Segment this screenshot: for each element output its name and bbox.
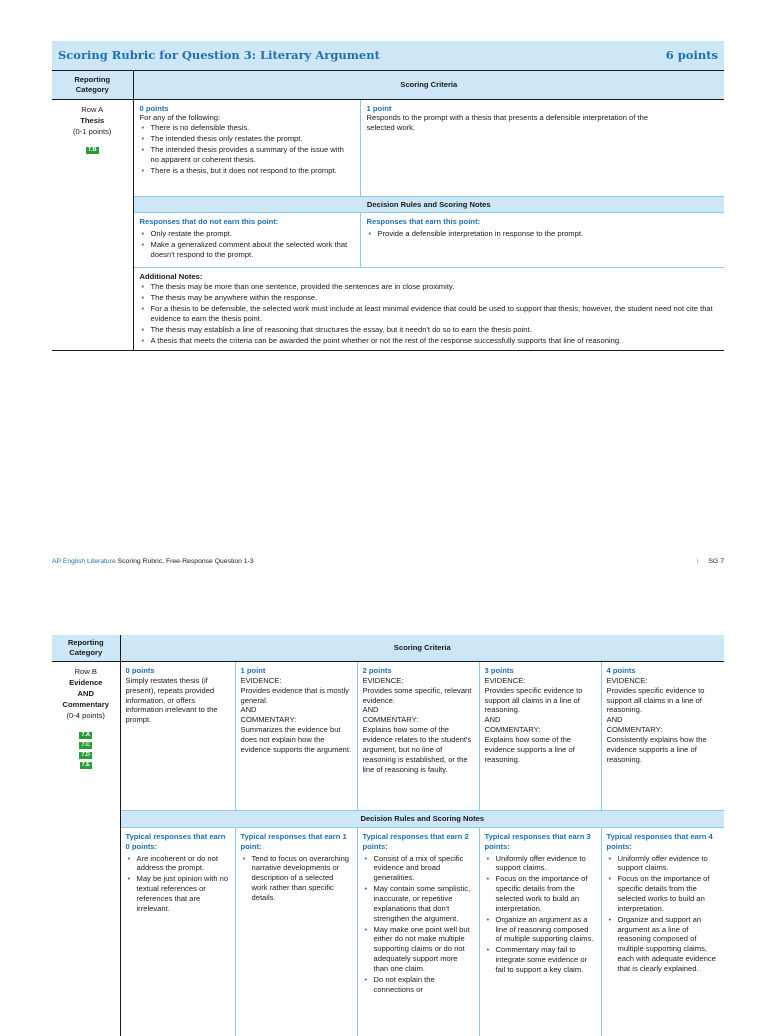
score-col-2 xyxy=(357,662,479,811)
list-item: • Commentary may fail to integrate some evidence or fail to support a key claim. xyxy=(485,945,596,975)
score-head: 2 points xyxy=(362,666,392,675)
zero-points-intro: For any of the following: xyxy=(139,113,221,123)
score-head: 0 points xyxy=(125,666,155,675)
score-col-4 xyxy=(601,662,724,811)
typical-list xyxy=(241,854,352,903)
list-item: • Are incoherent or do not address the prompt. xyxy=(126,854,230,874)
score-text: AND xyxy=(362,705,379,715)
score-text: Provides evidence that is mostly general. xyxy=(240,685,349,705)
list-item: • Focus on the importance of specific details from the selected works to build an interpretation. xyxy=(607,874,720,913)
row-name: Thesis xyxy=(80,115,105,125)
typical-head: Typical responses that earn 2 points: xyxy=(362,831,469,851)
score-col-3 xyxy=(479,662,601,811)
typical-list xyxy=(363,854,474,995)
score-text: AND xyxy=(484,715,501,725)
list-item: • The intended thesis provides a summary of the issue with no apparent or coherent thesis. xyxy=(140,145,354,165)
typical-head: Typical responses that earn 4 points: xyxy=(606,831,713,851)
list-item: • The thesis may be anywhere within the response. xyxy=(140,293,719,303)
row-range: (0-1 points) xyxy=(73,126,112,136)
row-label: Row A xyxy=(81,104,104,114)
scoring-criteria-header: Scoring Criteria xyxy=(120,635,724,662)
footer-doc-title: Scoring Rubric, Free-Response Question 1-3 xyxy=(117,558,254,565)
list-item: • The intended thesis only restates the prompt. xyxy=(140,134,354,144)
earn-head: Responses that earn this point: xyxy=(366,217,480,227)
score-text: COMMENTARY: xyxy=(362,715,419,725)
typical-col-0 xyxy=(120,827,235,1036)
one-point-text: Responds to the prompt with a thesis that presents a defensible interpretation of the selected work. xyxy=(366,113,649,133)
list-item: • May be just opinion with no textual references or references that are irrelevant. xyxy=(126,874,230,913)
footer-course: AP English Literature xyxy=(52,558,116,565)
typical-list xyxy=(485,854,596,975)
score-col-0 xyxy=(120,662,235,811)
row-a-category xyxy=(52,99,133,351)
typical-col-4 xyxy=(601,827,724,1036)
additional-notes-head: Additional Notes: xyxy=(139,272,203,282)
score-text: EVIDENCE: xyxy=(606,675,648,685)
no-earn-cell xyxy=(133,213,360,268)
list-item: • Organize and support an argument as a line of reasoning composed of multiple supporting claims, each with adequate evidence that is clearly explained. xyxy=(607,915,720,974)
list-item: • The thesis may establish a line of reasoning that structures the essay, but it needn't do so to earn the thesis point. xyxy=(140,325,719,335)
no-earn-head: Responses that do not earn this point: xyxy=(139,217,279,227)
typical-head: Typical responses that earn 3 points: xyxy=(484,831,591,851)
list-item: • Organize an argument as a line of reasoning composed of multiple supporting claims. xyxy=(485,915,596,945)
additional-notes-cell xyxy=(133,268,724,351)
score-text: Explains how some of the evidence relates to the student's argument, but no line of reasoning is established, or the line of reasoning is faulty. xyxy=(362,725,472,774)
score-text: AND xyxy=(240,705,257,715)
typical-col-1 xyxy=(235,827,357,1036)
score-text: AND xyxy=(606,715,623,725)
header-line: Category xyxy=(69,648,103,657)
row-b-category xyxy=(52,662,120,1036)
row-name: Commentary xyxy=(62,700,109,709)
no-earn-list xyxy=(140,229,354,260)
list-item: • Focus on the importance of specific details from the selected work to build an interpretation. xyxy=(485,874,596,913)
footer-page-number: SG 7 xyxy=(708,558,724,565)
rubric-a-grid xyxy=(52,71,724,351)
header-line: Reporting xyxy=(67,638,104,648)
list-item: • The thesis may be more than one sentence, provided the sentences are in close proximity. xyxy=(140,282,719,292)
rubric-table-row-b xyxy=(52,635,724,1036)
score-head: 3 points xyxy=(484,666,514,675)
list-item: • For a thesis to be defensible, the selected work must include at least minimal evidence that could be used to support that thesis; however, the student need not cite that evidence to earn the thesis point. xyxy=(140,304,719,324)
list-item: • Do not explain the connections or xyxy=(363,975,474,995)
rubric-title: Scoring Rubric for Question 3: Literary Argument xyxy=(58,48,380,63)
row-label: Row B xyxy=(74,667,97,676)
skill-tag: 7.B xyxy=(87,146,97,153)
zero-points-list xyxy=(140,123,354,175)
typical-head: Typical responses that earn 0 points: xyxy=(125,831,226,851)
list-item: • Consist of a mix of specific evidence and broad generalities. xyxy=(363,854,474,884)
row-name: Evidence xyxy=(69,678,103,687)
typical-col-2 xyxy=(357,827,479,1036)
score-text: Provides specific evidence to support all claims in a line of reasoning. xyxy=(606,685,705,715)
rubric-title-bar xyxy=(52,41,724,71)
list-item: • A thesis that meets the criteria can be awarded the point whether or not the rest of the response successfully supports that line of reasoning. xyxy=(140,336,719,346)
zero-points-cell xyxy=(133,99,360,196)
skill-tag: 7.C xyxy=(81,742,91,748)
earn-cell xyxy=(360,213,724,268)
list-item: • Provide a defensible interpretation in response to the prompt. xyxy=(367,229,719,239)
score-text: EVIDENCE: xyxy=(484,675,526,685)
list-item: • There is no defensible thesis. xyxy=(140,123,354,133)
decision-rules-header: Decision Rules and Scoring Notes xyxy=(120,811,724,828)
one-point-head: 1 point xyxy=(366,103,392,113)
skill-tag: 7.A xyxy=(81,732,91,738)
rubric-points: 6 points xyxy=(665,48,718,63)
score-text: COMMENTARY: xyxy=(484,725,541,735)
reporting-category-header xyxy=(52,635,120,662)
row-and: AND xyxy=(77,689,94,698)
list-item: • There is a thesis, but it does not respond to the prompt. xyxy=(140,166,354,176)
score-text: EVIDENCE: xyxy=(240,675,282,685)
list-item: • Tend to focus on overarching narrative developments or description of a selected work rather than specific details. xyxy=(241,854,352,903)
earn-list xyxy=(367,229,719,239)
score-text: COMMENTARY: xyxy=(606,725,663,735)
typical-col-3 xyxy=(479,827,601,1036)
scoring-criteria-header: Scoring Criteria xyxy=(133,71,724,99)
score-text: Provides specific evidence to support all claims in a line of reasoning. xyxy=(484,685,583,715)
score-text: Consistently explains how the evidence supports a line of reasoning. xyxy=(606,735,707,764)
header-line: Reporting xyxy=(74,74,111,84)
rubric-b-grid xyxy=(52,635,724,1036)
additional-notes-list xyxy=(140,282,719,345)
score-col-1 xyxy=(235,662,357,811)
row-range: (0-4 points) xyxy=(66,711,105,720)
reporting-category-header xyxy=(52,71,133,99)
page-footer: AP English Literature Scoring Rubric, Free-Response Question 1-3 | SG 7 xyxy=(52,558,724,565)
decision-rules-header: Decision Rules and Scoring Notes xyxy=(133,196,724,213)
score-head: 4 points xyxy=(606,666,636,675)
score-text: EVIDENCE: xyxy=(362,675,404,685)
score-text: COMMENTARY: xyxy=(240,715,297,725)
typical-list xyxy=(607,854,720,974)
score-text: Provides some specific, relevant evidence. xyxy=(362,685,472,705)
typical-list xyxy=(126,854,230,914)
score-text: Summarizes the evidence but does not explain how the evidence supports the argument. xyxy=(240,725,352,754)
list-item: • May make one point well but either do not make multiple supporting claims or do not adequately support more than one claim. xyxy=(363,925,474,974)
score-head: 1 point xyxy=(240,666,266,675)
skill-tag: 7.D xyxy=(81,752,91,758)
list-item: • Uniformly offer evidence to support claims. xyxy=(485,854,596,874)
score-text: Explains how some of the evidence supports a line of reasoning. xyxy=(484,735,575,764)
list-item: • Only restate the prompt. xyxy=(140,229,354,239)
one-point-cell xyxy=(360,99,724,196)
score-text: Simply restates thesis (if present), repeats provided information, or offers information irrelevant to the prompt. xyxy=(125,675,218,725)
rubric-table-row-a xyxy=(52,41,724,351)
header-line: Category xyxy=(75,84,109,94)
zero-points-head: 0 points xyxy=(139,103,169,113)
skill-tag: 7.E xyxy=(81,762,90,768)
list-item: • Make a generalized comment about the selected work that doesn't respond to the prompt. xyxy=(140,240,354,260)
list-item: • May contain some simplistic, inaccurate, or repetitive explanations that don't strengthen the argument. xyxy=(363,884,474,923)
typical-head: Typical responses that earn 1 point: xyxy=(240,831,347,851)
list-item: • Uniformly offer evidence to support claims. xyxy=(607,854,720,874)
